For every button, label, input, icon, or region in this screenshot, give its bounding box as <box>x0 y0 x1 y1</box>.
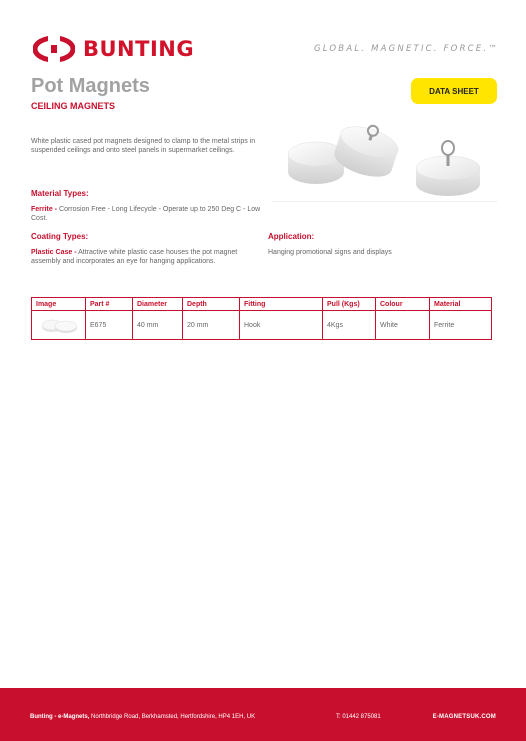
footer-phone: T: 01442 875081 <box>336 714 381 720</box>
col-header-image: Image <box>32 298 86 311</box>
coating-heading: Coating Types: <box>31 232 89 241</box>
product-thumbnail <box>39 316 79 334</box>
material-heading: Material Types: <box>31 189 89 198</box>
col-header-material: Material <box>430 298 492 311</box>
bunting-logo-mark-icon <box>33 36 75 62</box>
footer-address-text: Northbridge Road, Berkhamsted, Hertfordshire, HP4 1EH, UK <box>89 714 256 720</box>
cell-diameter: 40 mm <box>133 311 183 340</box>
magnet-right <box>416 141 480 196</box>
footer <box>0 688 526 741</box>
cell-colour: White <box>376 311 430 340</box>
col-header-fitting: Fitting <box>240 298 323 311</box>
bunting-logo <box>33 36 194 62</box>
tagline: GLOBAL. MAGNETIC. FORCE.™ <box>313 44 499 54</box>
cell-fitting: Hook <box>240 311 323 340</box>
magnet-left <box>288 142 344 184</box>
brand-name: BUNTING <box>83 36 195 61</box>
page-title: Pot Magnets <box>31 75 150 97</box>
footer-website[interactable]: E-MAGNETSUK.COM <box>432 714 496 720</box>
cell-depth: 20 mm <box>183 311 240 340</box>
col-header-depth: Depth <box>183 298 240 311</box>
page-subtitle: CEILING MAGNETS <box>31 101 116 111</box>
table-header-row <box>32 298 492 311</box>
cell-part: E675 <box>86 311 133 340</box>
footer-address <box>30 714 255 720</box>
coating-text: Attractive white plastic case houses the pot magnet assembly and incorporates an eye for hanging applications. <box>31 249 238 265</box>
intro-paragraph: White plastic cased pot magnets designed to clamp to the metal strips in suspended ceilings and onto steel panels in supermarket ceilings. <box>31 138 256 154</box>
cell-image <box>32 311 86 340</box>
spec-table <box>31 297 492 340</box>
material-paragraph <box>31 205 263 223</box>
application-text: Hanging promotional signs and displays <box>268 249 392 256</box>
application-heading: Application: <box>268 232 315 241</box>
coating-name: Plastic Case - <box>31 249 77 256</box>
data-sheet-badge: DATA SHEET <box>411 78 497 104</box>
material-name: Ferrite - <box>31 206 58 213</box>
cell-material: Ferrite <box>430 311 492 340</box>
material-text: Corrosion Free - Long Lifecycle - Operate up to 250 Deg C - Low Cost. <box>31 206 261 222</box>
cell-pull: 4Kgs <box>323 311 376 340</box>
col-header-part: Part # <box>86 298 133 311</box>
col-header-pull: Pull (Kgs) <box>323 298 376 311</box>
table-row <box>32 311 492 340</box>
col-header-colour: Colour <box>376 298 430 311</box>
col-header-diameter: Diameter <box>133 298 183 311</box>
coating-paragraph <box>31 248 256 266</box>
footer-company: Bunting - e-Magnets, <box>30 714 90 720</box>
product-image <box>282 110 494 206</box>
image-divider <box>272 201 497 202</box>
